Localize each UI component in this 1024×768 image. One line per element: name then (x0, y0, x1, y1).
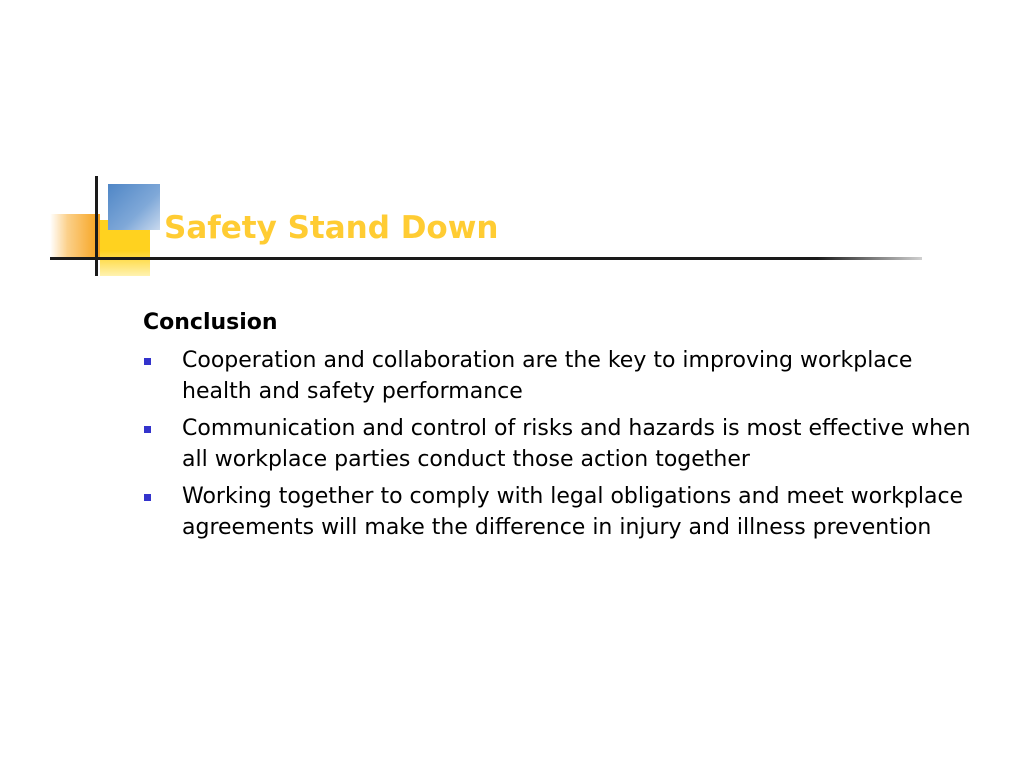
title-underline (50, 257, 922, 260)
bullet-text: Cooperation and collaboration are the key to improving workplace health and safety performance (182, 348, 913, 404)
blue-square (108, 184, 160, 230)
square-bullet-icon (144, 358, 151, 365)
bullet-text: Working together to comply with legal obligations and meet workplace agreements will make the difference in injury and illness prevention (182, 484, 964, 540)
square-bullet-icon (144, 426, 151, 433)
slide-body (143, 308, 983, 549)
bullet-item (143, 481, 983, 543)
bullet-item (143, 345, 983, 407)
section-heading: Conclusion (143, 310, 278, 335)
orange-square (50, 214, 100, 258)
vertical-rule (95, 176, 98, 276)
bullet-item (143, 413, 983, 475)
square-bullet-icon (144, 494, 151, 501)
bullet-list (143, 345, 983, 543)
bullet-text: Communication and control of risks and hazards is most effective when all workplace parties conduct those action together (182, 416, 971, 472)
decorative-logo-icon (50, 176, 160, 280)
slide-title: Safety Stand Down (164, 210, 499, 246)
